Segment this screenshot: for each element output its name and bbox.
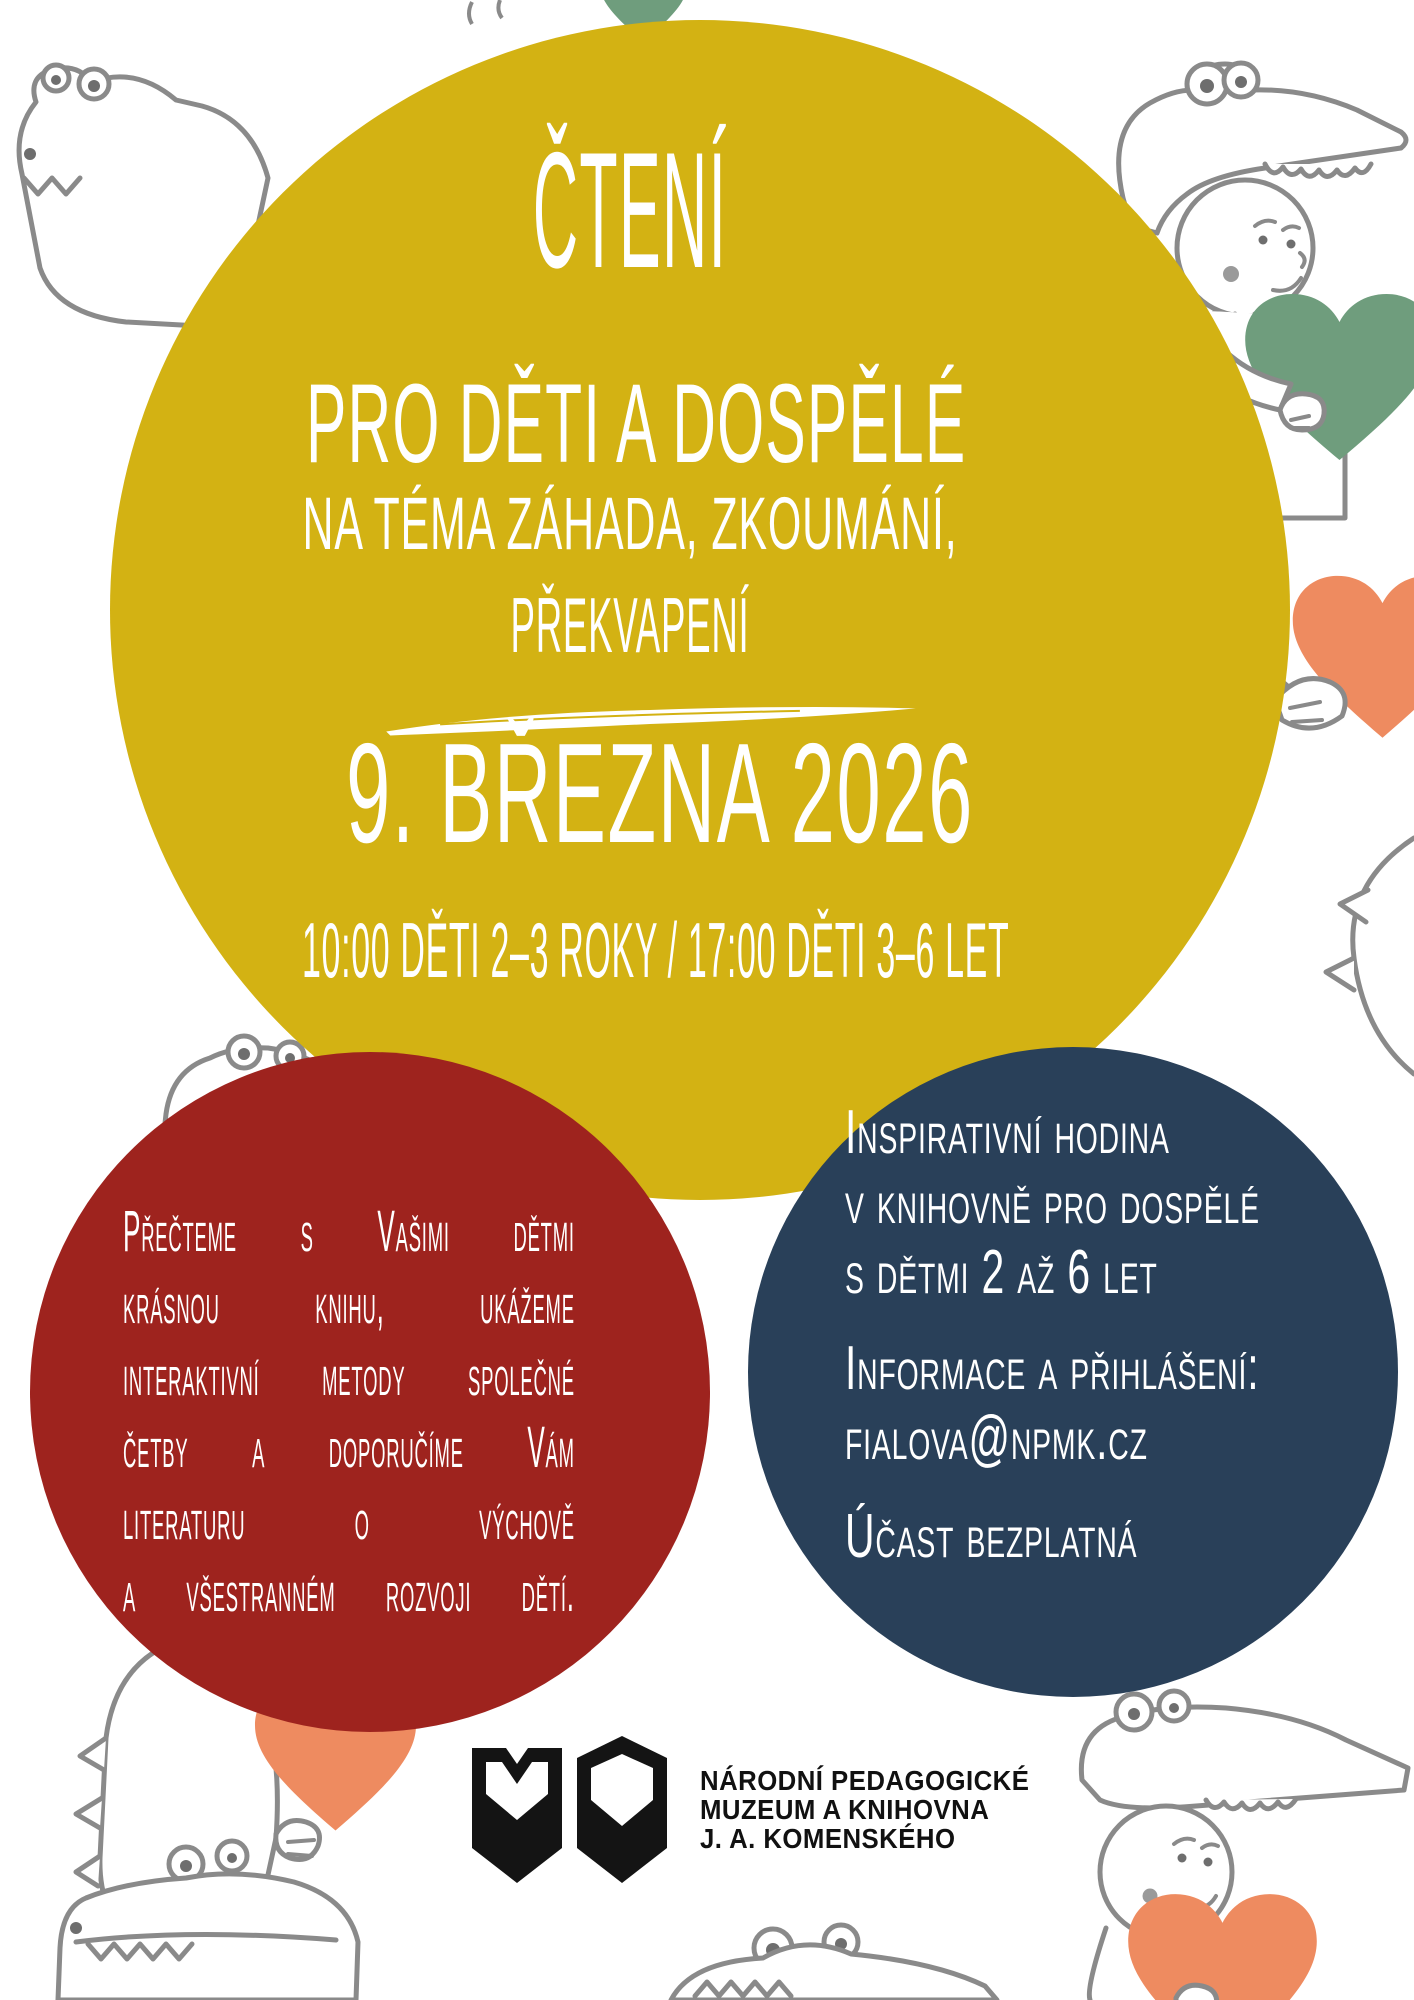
npmk-logo-icon — [470, 1728, 690, 1938]
organization-name — [700, 1766, 1086, 1853]
crocodile-head-bottom-center-icon — [671, 1925, 997, 2000]
info-intro — [845, 1098, 1347, 1308]
event-date: 9. BŘEZNA 2026 — [346, 714, 974, 873]
event-title: ČTENÍ — [532, 118, 728, 302]
event-subtitle: PRO DĚTI A DOSPĚLÉ — [306, 361, 967, 486]
orange-heart-right-icon — [1270, 576, 1414, 738]
info-intro-line: v knihovně pro dospělé — [845, 1168, 1260, 1237]
crocodile-with-orange-heart-bottom-right-icon — [1081, 1691, 1408, 2000]
org-name-line: MUZEUM A KNIHOVNA — [700, 1794, 990, 1825]
description-line: interaktivní metody společné — [123, 1343, 575, 1408]
info-intro-line: Inspirativní hodina — [845, 1098, 1170, 1167]
free-admission-note: Účast bezplatná — [845, 1502, 1138, 1571]
event-theme-line-1: NA TÉMA ZÁHADA, ZKOUMÁNÍ, — [302, 482, 958, 565]
contact-label: Informace a přihlášení: — [845, 1334, 1260, 1403]
description-line: literaturu o výchově — [123, 1487, 575, 1552]
crocodile-tail-right-icon — [1326, 838, 1414, 1074]
event-theme-line-2: PŘEKVAPENÍ — [510, 581, 750, 669]
org-name-line: NÁRODNÍ PEDAGOGICKÉ — [700, 1765, 1030, 1796]
description-line: krásnou knihu, ukážeme — [123, 1271, 575, 1336]
event-times: 10:00 DĚTI 2–3 ROKY / 17:00 DĚTI 3–6 LET — [302, 906, 1010, 994]
description-line: Přečteme s Vašimi dětmi — [123, 1199, 575, 1264]
org-name-line: J. A. KOMENSKÉHO — [700, 1823, 956, 1854]
contact-email: fialova@npmk.cz — [845, 1404, 1148, 1473]
info-text — [845, 1098, 1347, 1572]
description-line: četby a doporučíme Vám — [123, 1415, 575, 1480]
npmk-logo-left-book — [472, 1748, 562, 1883]
contact-block — [845, 1334, 1347, 1474]
description-line: a všestranném rozvoji dětí. — [123, 1559, 575, 1624]
info-intro-line: s dětmi 2 až 6 let — [845, 1238, 1158, 1307]
npmk-logo-right-book — [577, 1736, 667, 1883]
description-text — [123, 1196, 575, 1628]
